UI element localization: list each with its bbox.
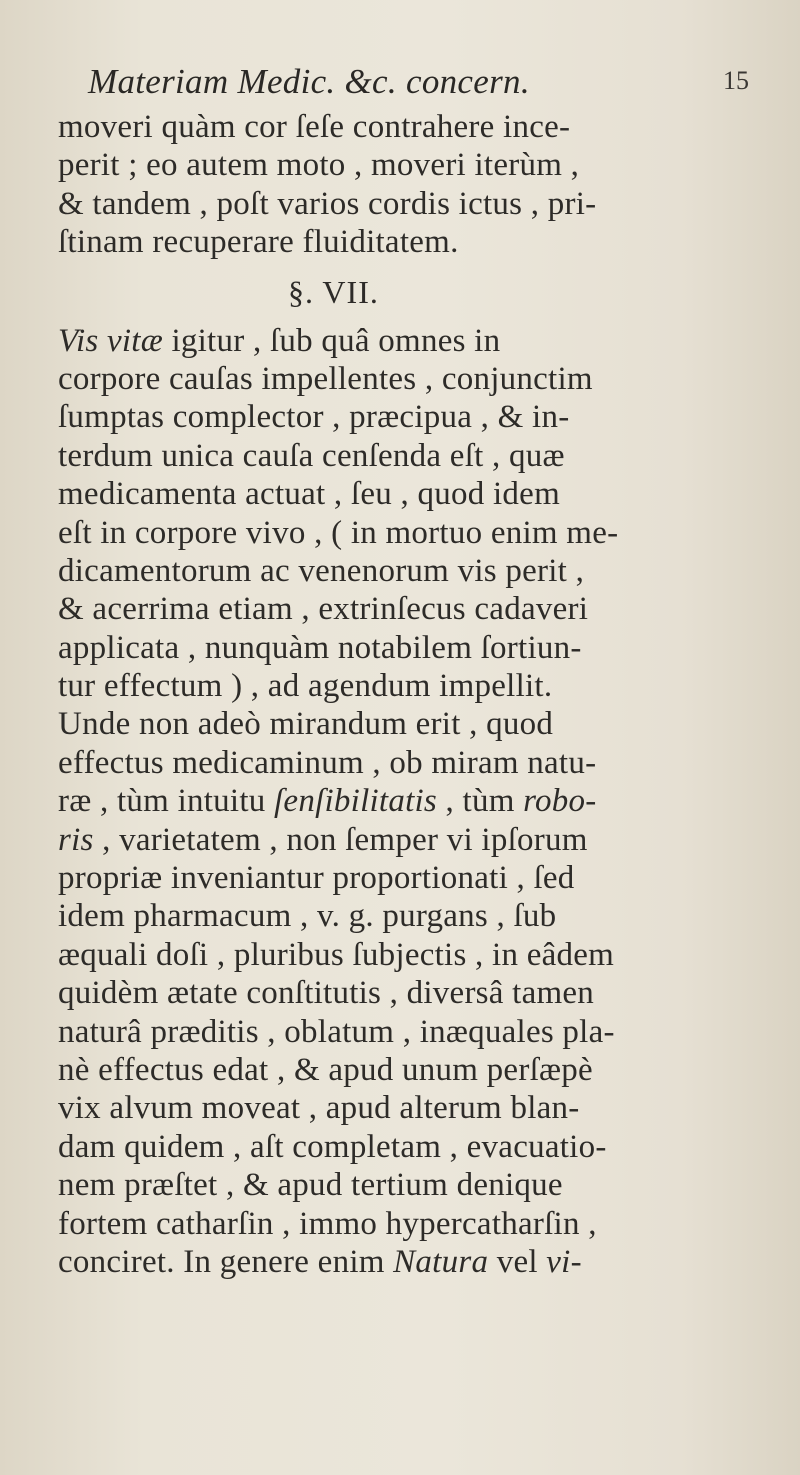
text-run: vel (488, 1243, 547, 1280)
text-line (58, 744, 778, 782)
text-line (58, 1205, 778, 1243)
text-line (58, 667, 778, 705)
text-line (58, 1128, 778, 1166)
text-line (58, 821, 778, 859)
paragraph-2 (58, 322, 778, 1282)
text-run: æquali doſi , pluribus ſubjectis , in eâdem (58, 936, 615, 973)
paragraph-1 (58, 108, 778, 262)
text-line (58, 629, 778, 667)
text-line (58, 514, 778, 552)
text-line (58, 974, 778, 1012)
text-run: dicamentorum ac venenorum vis perit , (58, 552, 585, 589)
text-run: quidèm ætate conſtitutis , diversâ tamen (58, 975, 595, 1012)
text-line (58, 360, 778, 398)
italic-run: Vis vitæ (58, 322, 163, 359)
text-run: dam quidem , aſt completam , evacuatio- (58, 1128, 607, 1165)
text-run: terdum unica cauſa cenſenda eſt , quæ (58, 437, 565, 474)
text-line (58, 1243, 778, 1281)
text-line (58, 897, 778, 935)
text-line: perit ; eo autem moto , moveri iterùm , (58, 147, 580, 184)
text-line (58, 782, 778, 820)
text-line (58, 1013, 778, 1051)
text-run: Unde non adeò mirandum erit , quod (58, 706, 554, 743)
running-head-title: Materiam Medic. &c. concern. (88, 62, 530, 101)
text-run: naturâ præditis , oblatum , inæquales pla- (58, 1013, 615, 1050)
text-line (58, 1166, 778, 1204)
text-line: moveri quàm cor ſeſe contrahere ince- (58, 109, 571, 145)
book-page (58, 62, 778, 1442)
text-run: & acerrima etiam , extrinſecus cadaveri (58, 591, 589, 628)
text-line (58, 936, 778, 974)
text-run: medicamenta actuat , ſeu , quod idem (58, 476, 560, 513)
italic-run: ris (58, 821, 94, 858)
text-run: conciret. In genere enim (58, 1243, 394, 1280)
text-run: nè effectus edat , & apud unum perſæpè (58, 1051, 593, 1088)
italic-run: robo- (523, 783, 597, 820)
text-line (58, 590, 778, 628)
text-line (58, 705, 778, 743)
text-line (58, 322, 778, 360)
text-run: applicata , nunquàm notabilem ſortiun- (58, 629, 582, 666)
text-line (58, 1051, 778, 1089)
text-line (58, 552, 778, 590)
italic-run: ſenſibilitatis (274, 783, 438, 820)
text-run: , tùm (437, 783, 524, 820)
section-heading: §. VII. (288, 273, 379, 310)
text-run: ræ , tùm intuitu (58, 783, 275, 820)
text-run: propriæ inveniantur proportionati , ſed (58, 860, 575, 897)
text-line (58, 859, 778, 897)
italic-run: vi- (546, 1243, 582, 1280)
text-run: , varietatem , non ſemper vi ipſorum (93, 821, 588, 858)
text-line (58, 398, 778, 436)
text-line (58, 475, 778, 513)
text-line (58, 437, 778, 475)
text-run: igitur , ſub quâ omnes in (162, 322, 501, 359)
running-head (58, 62, 778, 106)
text-line: & tandem , poſt varios cordis ictus , pri- (58, 185, 597, 222)
text-run: ſumptas complector , præcipua , & in- (58, 399, 570, 436)
text-run: fortem catharſin , immo hypercatharſin , (58, 1205, 597, 1242)
text-line (58, 1089, 778, 1127)
text-run: corpore cauſas impellentes , conjunctim (58, 360, 593, 397)
text-line: ſtinam recuperare fluiditatem. (58, 224, 459, 261)
text-run: idem pharmacum , v. g. purgans , ſub (58, 898, 557, 935)
text-run: eſt in corpore vivo , ( in mortuo enim me- (58, 514, 619, 551)
italic-run: Natura (393, 1243, 489, 1280)
text-run: nem præſtet , & apud tertium denique (58, 1167, 563, 1204)
text-run: tur effectum ) , ad agendum impellit. (58, 668, 553, 705)
page-number: 15 (723, 66, 749, 95)
text-run: effectus medicaminum , ob miram natu- (58, 744, 597, 781)
text-run: vix alvum moveat , apud alterum blan- (58, 1090, 580, 1127)
